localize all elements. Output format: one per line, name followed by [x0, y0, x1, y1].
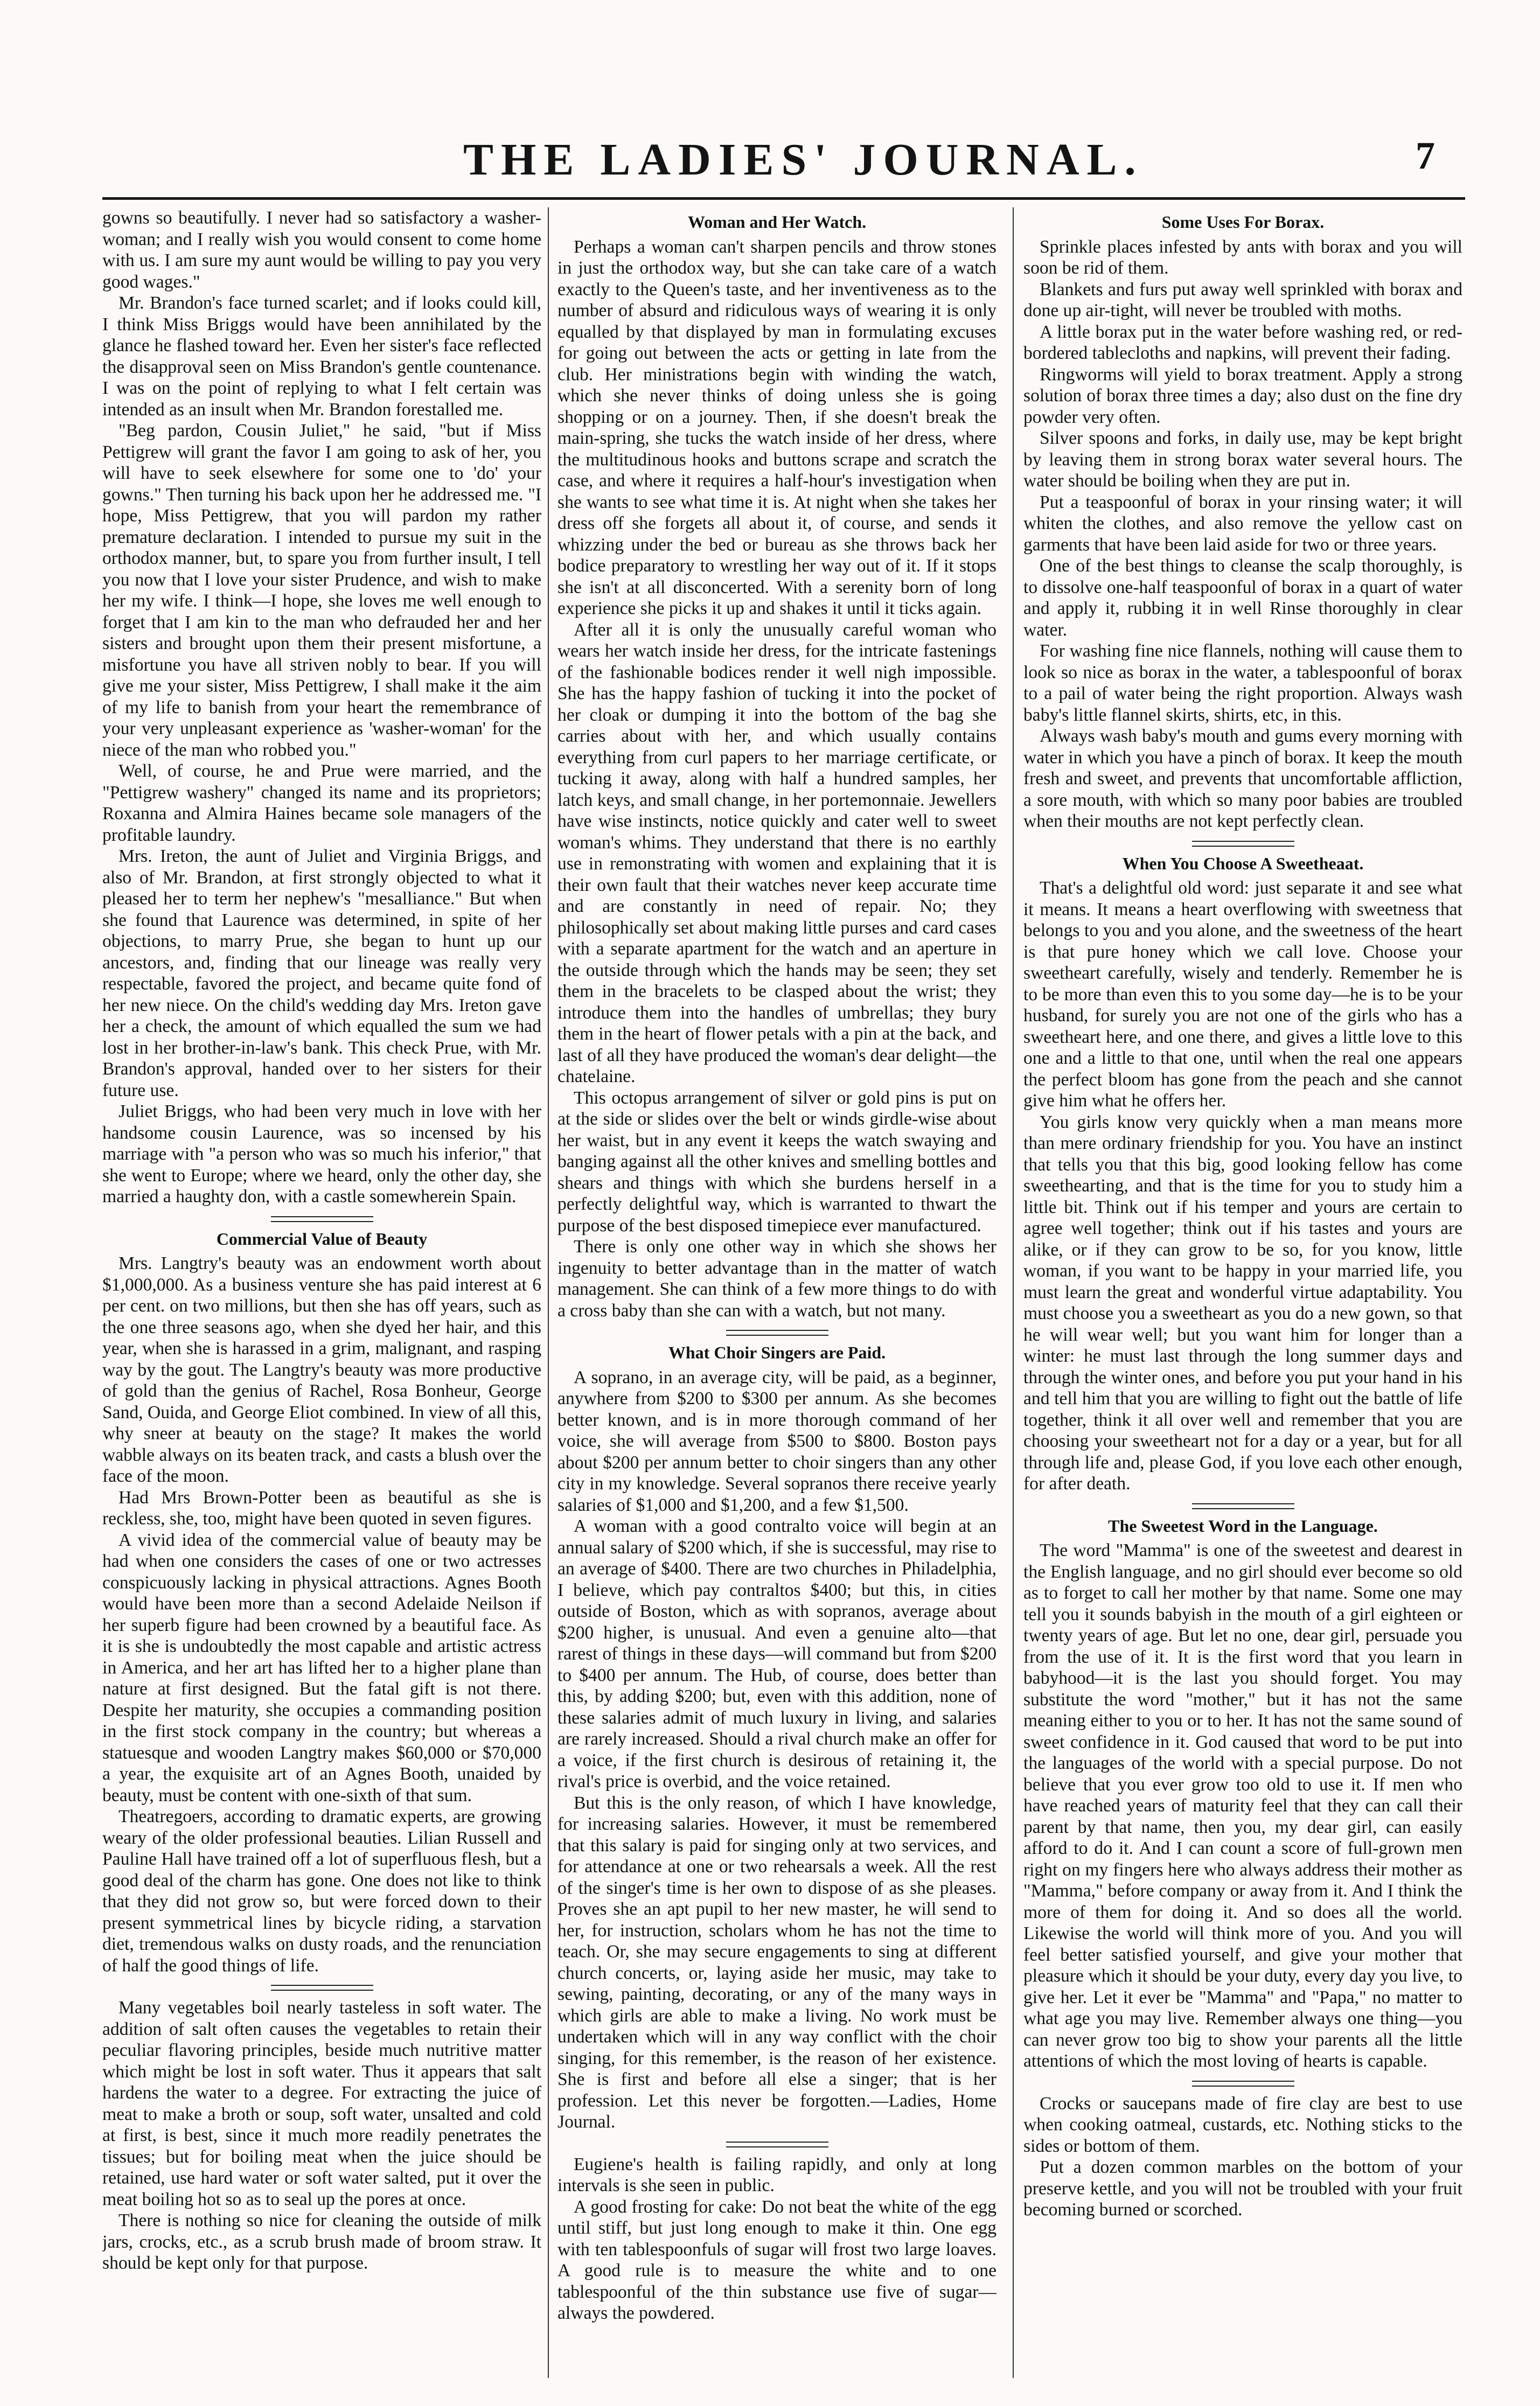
masthead-rule — [102, 197, 1465, 200]
paragraph: Eugiene's health is failing rapidly, and only at long intervals is she seen in public. — [558, 2154, 997, 2195]
section-divider — [271, 1985, 373, 1991]
section-divider — [1192, 841, 1294, 847]
paragraph: Put a dozen common marbles on the bottom of your preserve kettle, and you will not be troubled with your fruit becoming burned or scorched. — [1023, 2157, 1462, 2220]
column-rule — [1013, 207, 1014, 2378]
paragraph: gowns so beautifully. I never had so satisfactory a washer-woman; and I really wish you would consent to come home with us. I am sure my aunt would be willing to pay you very good wages." — [102, 208, 541, 292]
paragraph: Blankets and furs put away well sprinkled with borax and done up air-tight, will never be troubled with moths. — [1023, 279, 1462, 320]
paragraph: But this is the only reason, of which I have knowledge, for increasing salaries. However, it must be remembered that this salary is paid for singing only at two services, and for attendance at one or two rehearsals a week. All the rest of the singer's time is her own to dispose of as she pleases. Proves she an apt pupil to her new master, he will send to her, for instruction, scholars whom he has not the time to teach. Or, she may secure engagements to sing at different church concerts, or, laying aside her music, may take to sewing, painting, decorating, or any of the many ways in which girls are able to make a living. No work must be undertaken which will in any way conflict with the choir singing, for this remember, is the reason of her existence. She is first and before all else a singer; that is her profession. Let this never be forgotten.—Ladies, Home Journal. — [558, 1793, 997, 2132]
paragraph: A woman with a good contralto voice will begin at an annual salary of $200 which, if she is successful, may rise to an average of $400. There are two churches in Philadelphia, I believe, which pay contraltos $400; but this, in cities outside of Boston, which as with sopranos, average about $200 higher, is unusual. And even a genuine alto—that rarest of things in these days—will command but from $200 to $400 per annum. The Hub, of course, does better than this, by adding $200; but, even with this addition, none of these salaries admit of much luxury in living, and salaries are rarely increased. Should a rival church make an offer for a voice, if the first church is desirous of retaining it, the rival's price is overbid, and the voice retained. — [558, 1516, 997, 1791]
paragraph: Always wash baby's mouth and gums every morning with water in which you have a pinch of borax. It keep the mouth fresh and sweet, and prevents that uncomfortable affliction, a sore mouth, with which so many poor babies are troubled when their mouths are not kept perfectly clean. — [1023, 726, 1462, 831]
masthead — [0, 134, 1540, 198]
paragraph: After all it is only the unusually careful woman who wears her watch inside her dress, for the intricate fastenings of the fashionable bodices render it well nigh impossible. She has the happy fashion of tucking it into the pocket of her cloak or dumping it into the bottom of the bag she carries about with her, and which usually contains everything from curl papers to her marriage certificate, or tucking it away, along with half a hundred samples, her latch keys, and small change, in her portemonnaie. Jewellers have wise instincts, notice quickly and cater well to sweet woman's whims. They understand that there is no earthly use in remonstrating with women and explaining that it is their own fault that their watches never keep accurate time and are constantly in need of repair. No; they philosophically set about making little purses and card cases with a separate apartment for the watch and an aperture in the outside through which the hands may be seen; they set them in the bracelets to be clasped about the wrist; they introduce them into the handles of umbrellas; they bury them in the heart of flower petals with a pin at the back, and last of all they have produced the woman's dear delight—the chatelaine. — [558, 619, 997, 1086]
paragraph: The word "Mamma" is one of the sweetest and dearest in the English language, and no girl should ever become so old as to forget to call her mother by that name. Some one may tell you it sounds babyish in the mouth of a girl eighteen or twenty years of age. But let no one, dear girl, persuade you from the use of it. It is the first word that you learn in babyhood—it is the last you should forget. You may substitute the word "mother," but it has not the same meaning either to you or to her. It has not the same sound of sweet confidence in it. God caused that word to be put into the languages of the world with a special purpose. Do not believe that you ever grow too old to use it. If men who have reached years of maturity feel that they can call their parent by that name, then you, my dear girl, can easily afford to do it. And I can count a score of full-grown men right on my fingers here who always address their mother as "Mamma," before company or away from it. And I think the more of them for doing it. And so does all the world. Likewise the world will think more of you. And you will feel better satisfied yourself, and give your mother that pleasure which it should be your duty, every day you live, to give her. Let it ever be "Mamma" and "Papa," no matter to what age you may live. Remember always one thing—you can never grow too big to show your parents all the little attentions of which the most loving of hearts is capable. — [1023, 1540, 1462, 2071]
article-heading: What Choir Singers are Paid. — [668, 1343, 886, 1362]
article-heading: The Sweetest Word in the Language. — [1108, 1516, 1378, 1536]
paragraph: Ringworms will yield to borax treatment. Apply a strong solution of borax three times a day; also dust on the fine dry powder very often. — [1023, 364, 1462, 427]
masthead-title: THE LADIES' JOURNAL. — [463, 135, 1144, 185]
paragraph: Mrs. Langtry's beauty was an endowment worth about $1,000,000. As a business venture she has paid interest at 6 per cent. on two millions, but then she has off years, such as the one three seasons ago, when she dyed her hair, and this year, when she is harassed in a grim, malignant, and rasping way by the gout. The Langtry's beauty was more productive of gold than the genius of Rachel, Rosa Bonheur, George Sand, Ouida, and George Eliot combined. In view of all this, why sneer at beauty on the stage? It makes the world wabble always on its beaten track, and casts a blush over the face of the moon. — [102, 1253, 541, 1486]
paragraph: Well, of course, he and Prue were married, and the "Pettigrew washery" changed its name and its proprietors; Roxanna and Almira Haines became sole managers of the profitable laundry. — [102, 761, 541, 845]
column-2 — [558, 207, 997, 2378]
section-divider — [726, 1330, 828, 1336]
paragraph: There is only one other way in which she shows her ingenuity to better advantage than in the matter of watch management. She can think of a few more things to do with a cross baby than she can with a watch, but not many. — [558, 1237, 997, 1321]
page-number: 7 — [1416, 134, 1435, 177]
paragraph: There is nothing so nice for cleaning the outside of milk jars, crocks, etc., as a scrub brush made of broom straw. It should be kept only for that purpose. — [102, 2210, 541, 2273]
paragraph: A good frosting for cake: Do not beat the white of the egg until stiff, but just long enough to make it thin. One egg with ten tablespoonfuls of sugar will frost two large loaves. A good rule is to measure the white and to one tablespoonful of the thin substance use five of sugar—always the powdered. — [558, 2196, 997, 2323]
paragraph: Silver spoons and forks, in daily use, may be kept bright by leaving them in strong borax water several hours. The water should be boiling when they are put in. — [1023, 428, 1462, 491]
paragraph: Many vegetables boil nearly tasteless in soft water. The addition of salt often causes the vegetables to retain their peculiar flavoring principles, beside much nutritive matter which might be lost in soft water. Thus it appears that salt hardens the water to a degree. For extracting the juice of meat to make a broth or soup, soft water, unsalted and cold at first, is best, since it much more readily penetrates the tissues; but for boiling meat when the juice should be retained, use hard water or soft water salted, put it over the meat boiling hot so as to seal up the pores at once. — [102, 1998, 541, 2209]
paragraph: One of the best things to cleanse the scalp thoroughly, is to dissolve one-half teaspoonful of borax in a quart of water and apply it, rubbing it in well Rinse thoroughly in clear water. — [1023, 556, 1462, 640]
paragraph: Crocks or saucepans made of fire clay are best to use when cooking oatmeal, custards, etc. Nothing sticks to the sides or bottom of them. — [1023, 2093, 1462, 2156]
paragraph: "Beg pardon, Cousin Juliet," he said, "but if Miss Pettigrew will grant the favor I am going to ask of her, you will have to seek elsewhere for some one to 'do' your gowns." Then turning his back upon her he addressed me. "I hope, Miss Pettigrew, that you will pardon my rather premature declaration. I intended to pursue my suit in the orthodox manner, but, to spare you from further insult, I tell you now that I love your sister Prudence, and wish to make her my wife. I think—I hope, she loves me well enough to forget that I am kin to the man who defrauded her and her sisters and brought upon them their present misfortune, a misfortune you have all striven nobly to bear. If you will give me your sister, Miss Pettigrew, I shall make it the aim of my life to banish from your heart the remembrance of your very unpleasant experience as 'washer-woman' for the niece of the man who robbed you." — [102, 421, 541, 760]
article-heading: Commercial Value of Beauty — [216, 1229, 428, 1249]
paragraph: Sprinkle places infested by ants with borax and you will soon be rid of them. — [1023, 236, 1462, 278]
article-heading: Some Uses For Borax. — [1161, 212, 1325, 232]
column-3 — [1023, 207, 1462, 2378]
paragraph: Mr. Brandon's face turned scarlet; and if looks could kill, I think Miss Briggs would have been annihilated by the glance he flashed toward her. Even her sister's face reflected the disapproval seen on Miss Brandon's gentle countenance. I was on the point of replying to what I felt certain was intended as an insult when Mr. Brandon forestalled me. — [102, 293, 541, 420]
article-heading: Woman and Her Watch. — [687, 212, 867, 232]
paragraph: This octopus arrangement of silver or gold pins is put on at the side or slides over the belt or winds girdle-wise about her waist, but in any event it keeps the watch swaying and banging against all the other knives and smelling bottles and shears and things with which she burdens herself in a perfectly delightful way, which is warranted to thwart the purpose of the best disposed timepiece ever manufactured. — [558, 1087, 997, 1236]
column-rule — [548, 207, 549, 2378]
section-divider — [1192, 1503, 1294, 1509]
column-1 — [102, 207, 541, 2378]
paragraph: A soprano, in an average city, will be paid, as a beginner, anywhere from $200 to $300 per annum. As she becomes better known, and is in more thorough command of her voice, she will average from $500 to $800. Boston pays about $200 per annum better to choir singers than any other city in my knowledge. Several sopranos there receive yearly salaries of $1,000 and $1,200, and a few $1,500. — [558, 1367, 997, 1515]
paragraph: Theatregoers, according to dramatic experts, are growing weary of the older professional beauties. Lilian Russell and Pauline Hall have trained off a lot of superfluous flesh, but a good deal of the charm has gone. One does not like to think that they did not grow so, but were forced down to their present symmetrical lines by bicycle riding, a starvation diet, tremendous walks on dusty roads, and the renunciation of half the good things of life. — [102, 1807, 541, 1976]
paragraph: A vivid idea of the commercial value of beauty may be had when one considers the cases of one or two actresses conspicuously lacking in physical attractions. Agnes Booth would have been more than a second Adelaide Neilson if her superb figure had been crowned by a beautiful face. As it is she is undoubtedly the most capable and artistic actress in America, and her art has lifted her to a higher plane than nature at first designed. But the fatal gift is not there. Despite her maturity, she occupies a commanding position in the first stock company in the country; but whereas a statuesque and wooden Langtry makes $60,000 or $70,000 a year, the exquisite art of an Agnes Booth, unaided by beauty, must be content with one-sixth of that sum. — [102, 1530, 541, 1805]
paragraph: Juliet Briggs, who had been very much in love with her handsome cousin Laurence, was so incensed by his marriage with "a person who was so much his inferior," that she went to Europe; where we heard, only the other day, she married a haughty don, with a castle somewherein Spain. — [102, 1101, 541, 1207]
section-divider — [1192, 2081, 1294, 2087]
paragraph: You girls know very quickly when a man means more than mere ordinary friendship for you. You have an instinct that tells you that this big, good looking fellow has come sweethearting, and that is the time for you to study him a little bit. Think out if his temper and yours are certain to agree well together; think out if his tastes and yours are alike, or if they can grow to be so, for you know, little woman, if you want to be happy in your married life, you must learn the great and wonderful virtue adaptability. You must choose you a sweetheart as you do a new gown, so that he will wear well; but you want him for longer than a winter: he must last through the long summer days and through the winter ones, and before you put your hand in his and tell him that you are willing to fight out the battle of life together, think it all over well and remember that you are choosing your sweetheart not for a day or a year, but for all through life and, please God, if you love each other enough, for after death. — [1023, 1112, 1462, 1494]
paragraph: Put a teaspoonful of borax in your rinsing water; it will whiten the clothes, and also remove the yellow cast on garments that have been laid aside for two or three years. — [1023, 492, 1462, 555]
paragraph: Perhaps a woman can't sharpen pencils and throw stones in just the orthodox way, but she can take care of a watch exactly to the Queen's taste, and her inventiveness as to the number of absurd and ridiculous ways of wearing it is only equalled by that displayed by man in formulating excuses for going out between the acts or getting in late from the club. Her ministrations begin with winding the watch, which she never thinks of doing unless she is going shopping or on a journey. Then, if she doesn't break the main-spring, she tucks the watch inside of her dress, where the multitudinous hooks and buttons scrape and scratch the case, and where it requires a half-hour's investigation when she wants to see what time it is. At night when she takes her dress off she forgets all about it, of course, and sends it whizzing under the bed or bureau as she throws back her bodice preparatory to wrestling her way out of it. If it stops she isn't at all disconcerted. With a serenity born of long experience she picks it up and shakes it until it ticks again. — [558, 236, 997, 618]
section-divider — [726, 2142, 828, 2147]
paragraph: A little borax put in the water before washing red, or red-bordered tablecloths and napkins, will prevent their fading. — [1023, 322, 1462, 363]
paragraph: For washing fine nice flannels, nothing will cause them to look so nice as borax in the water, a tablespoonful of borax to a pail of water being the right proportion. Always wash baby's little flannel skirts, shirts, etc, in this. — [1023, 641, 1462, 725]
paragraph: Had Mrs Brown-Potter been as beautiful as she is reckless, she, too, might have been quoted in seven figures. — [102, 1487, 541, 1529]
paragraph: Mrs. Ireton, the aunt of Juliet and Virginia Briggs, and also of Mr. Brandon, at first strongly objected to what it pleased her to term her nephew's "mesalliance." But when she found that Laurence was determined, in spite of her objections, to marry Prue, she began to hunt up our ancestors, and, finding that our lineage was really very respectable, favored the project, and became quite fond of her new niece. On the child's wedding day Mrs. Ireton gave her a check, the amount of which equalled the sum we had lost in her brother-in-law's bank. This check Prue, with Mr. Brandon's approval, handed over to her sisters for their future use. — [102, 846, 541, 1100]
article-heading: When You Choose A Sweetheaat. — [1122, 853, 1364, 873]
paragraph: That's a delightful old word: just separate it and see what it means. It means a heart overflowing with sweetness that belongs to you and you alone, and the sweetness of the heart is that pure honey which we call love. Choose your sweetheart carefully, wisely and tenderly. Remember he is to be more than even this to you some day—he is to be your husband, for surely you are not one of the girls who has a sweetheart here, and one there, and gives a little love to this one and a little to that one, until when the real one appears the perfect bloom has gone from the peach and she cannot give him what he offers her. — [1023, 878, 1462, 1111]
section-divider — [271, 1216, 373, 1222]
